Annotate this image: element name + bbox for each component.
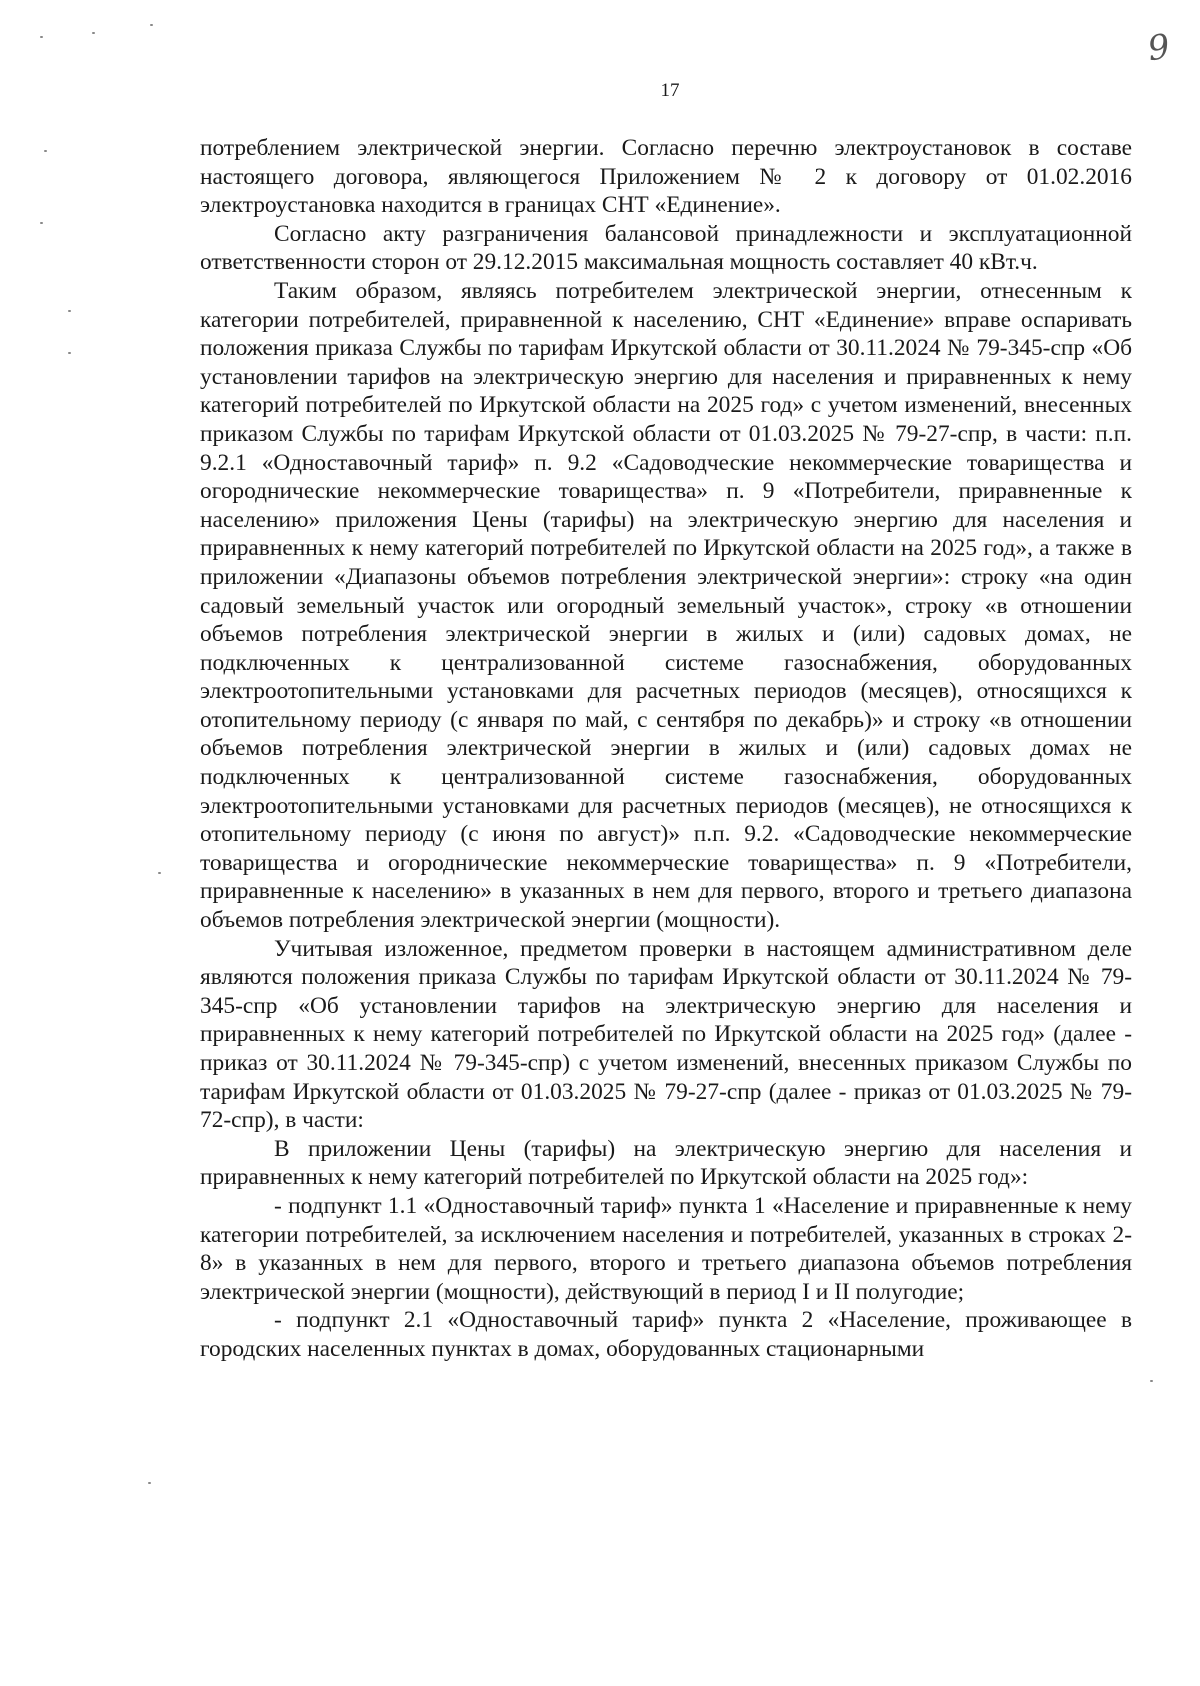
scan-speck	[40, 36, 43, 38]
scan-speck	[150, 24, 153, 26]
scan-speck	[44, 150, 47, 152]
paragraph-6: - подпункт 1.1 «Одноставочный тариф» пункта 1 «Население и приравненные к нему категории потребителей, за исключением населения и потребителей, указанных в строках 2-8» в указанных в нем для первого, второго и третьего диапазона объемов потребления электрической энергии (мощности), действующий в период I и II полугодие;	[200, 1192, 1132, 1305]
page-number: 17	[660, 80, 680, 101]
paragraph-5: В приложении Цены (тарифы) на электрическую энергию для населения и приравненных к нему категорий потребителей по Иркутской области на 2025 год»:	[200, 1135, 1132, 1191]
paragraph-4: Учитывая изложенное, предметом проверки в настоящем административном деле являются положения приказа Службы по тарифам Иркутской области от 30.11.2024 № 79-345-спр «Об установлении тарифов на электрическую энергию для населения и приравненных к нему категорий потребителей по Иркутской области на 2025 год» (далее - приказ от 30.11.2024 № 79-345-спр) с учетом изменений, внесенных приказом Службы по тарифам Иркутской области от 01.03.2025 № 79-27-спр (далее - приказ от 01.03.2025 № 79-72-спр), в части:	[200, 935, 1132, 1134]
paragraph-3: Таким образом, являясь потребителем электрической энергии, отнесенным к категории потребителей, приравненной к населению, СНТ «Единение» вправе оспаривать положения приказа Службы по тарифам Иркутской области от 30.11.2024 № 79-345-спр «Об установлении тарифов на электрическую энергию для населения и приравненных к нему категорий потребителей по Иркутской области на 2025 год» с учетом изменений, внесенных приказом Службы по тарифам Иркутской области от 01.03.2025 № 79-27-спр, в части: п.п. 9.2.1 «Одноставочный тариф» п. 9.2 «Садоводческие некоммерческие товарищества и огороднические некоммерческие товарищества» п. 9 «Потребители, приравненные к населению» приложения Цены (тарифы) на электрическую энергию для населения и приравненных к нему категорий потребителей по Иркутской области на 2025 год», а также в приложении «Диапазоны объемов потребления электрической энергии»: строку «на один садовый земельный участок или огородный земельный участок», строку «в отношении объемов потребления электрической энергии в жилых и (или) садовых домах, не подключенных к централизованной системе газоснабжения, оборудованных электроотопительными установками для расчетных периодов (месяцев), относящихся к отопительному периоду (с января по май, с сентября по декабрь)» и строку «в отношении объемов потребления электрической энергии в жилых и (или) садовых домах не подключенных к централизованной системе газоснабжения, оборудованных электроотопительными установками для расчетных периодов (месяцев), не относящихся к отопительному периоду (с июня по август)» п.п. 9.2. «Садоводческие некоммерческие товарищества и огороднические некоммерческие товарищества» п. 9 «Потребители, приравненные к населению» в указанных в нем для первого, второго и третьего диапазона объемов потребления электрической энергии (мощности).	[200, 277, 1132, 934]
scan-speck	[40, 222, 43, 224]
handwritten-page-mark: 9	[1145, 26, 1173, 70]
scan-speck	[148, 1482, 151, 1484]
scan-speck	[68, 310, 71, 312]
document-body	[200, 134, 1132, 1364]
scan-speck	[68, 352, 71, 354]
paragraph-2: Согласно акту разграничения балансовой принадлежности и эксплуатационной ответственности сторон от 29.12.2015 максимальная мощность составляет 40 кВт.ч.	[200, 220, 1132, 276]
scan-speck	[1150, 1380, 1153, 1382]
paragraph-7: - подпункт 2.1 «Одноставочный тариф» пункта 2 «Население, проживающее в городских населенных пунктах в домах, оборудованных стационарными	[200, 1307, 1132, 1362]
scan-speck	[92, 32, 95, 34]
paragraph-1: потреблением электрической энергии. Согласно перечню электроустановок в составе настоящего договора, являющегося Приложением № 2 к договору от 01.02.2016 электроустановка находится в границах СНТ «Единение».	[200, 135, 1132, 219]
scan-speck	[158, 872, 161, 874]
